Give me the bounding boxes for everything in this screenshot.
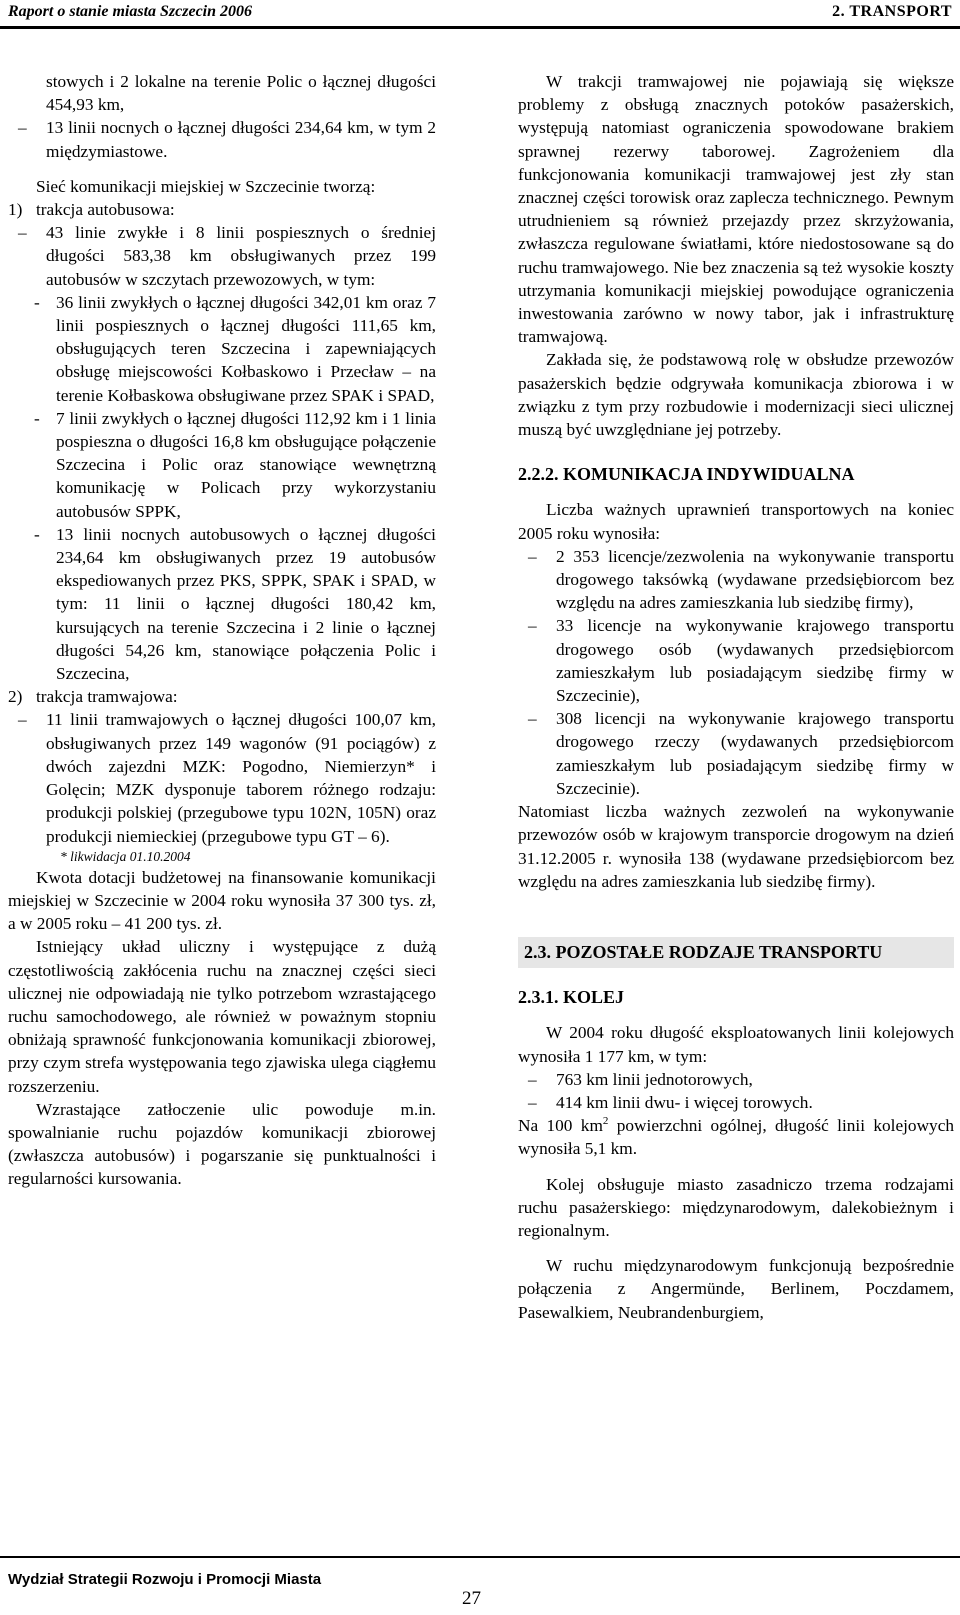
header-title: Raport o stanie miasta Szczecin 2006: [8, 3, 253, 20]
paragraph: W 2004 roku długość eksploatowanych linii kolejowych wynosiła 1 177 km, w tym:: [518, 1023, 954, 1066]
chapter-heading: 2.3. POZOSTAŁE RODZAJE TRANSPORTU: [518, 937, 954, 968]
list-item: - 36 linii zwykłych o łącznej długości 342,01 km oraz 7 linii pospiesznych o łącznej długości 111,65 km, obsługujących teren Szczecina i zapewniających obsługę miejscowości Kołbaskowo i Przecław – na terenie Kołbaskowa obsługiwane przez SPAK i SPAD,: [8, 291, 436, 407]
superscript: 2: [602, 1115, 609, 1128]
paragraph: Natomiast liczba ważnych zezwoleń na wykonywanie przewozów osób w krajowym transporcie drogowym na dzień 31.12.2005 r. wynosiła 138 (wydawane przedsiębiorcom bez względu na adres zamieszkania lub siedzibę firmy).: [518, 802, 954, 891]
paragraph: Kwota dotacji budżetowej na finansowanie komunikacji miejskiej w Szczecinie w 2004 roku wynosiła 37 300 tys. zł, a w 2005 roku – 41 200 tys. zł.: [8, 867, 436, 934]
list-item: - 13 linii nocnych autobusowych o łącznej długości 234,64 km obsługiwanych przez 19 autobusów ekspediowanych przez PKS, SPPK, SPAK i SPAD, w tym: 11 linii o łącznej długości 180,42 km, kursujących na terenie Szczecina i 2 linie o łącznej długości 54,26 km, stanowiące połączenia Polic i Szczecina,: [8, 523, 436, 685]
paragraph: W ruchu międzynarodowym funkcjonują bezpośrednie połączenia z Angermünde, Berlinem, Poczdamem, Pasewalkiem, Neubrandenburgiem,: [518, 1256, 954, 1322]
footnote: * likwidacja 01.10.2004: [60, 848, 191, 864]
list-label: trakcja autobusowa:: [36, 200, 175, 220]
paragraph: Sieć komunikacji miejskiej w Szczecinie tworzą:: [36, 176, 376, 196]
text-run: Na 100 km: [518, 1116, 603, 1136]
list-item: – 414 km linii dwu- i więcej torowych.: [518, 1091, 954, 1114]
page-number: 27: [462, 1588, 481, 1609]
list-number: 1): [8, 200, 23, 220]
footer-text: Wydział Strategii Rozwoju i Promocji Miasta: [8, 1571, 322, 1588]
list-item: – 11 linii tramwajowych o łącznej długości 100,07 km, obsługiwanych przez 149 wagonów (91 pociągów) z dwóch zajezdni MZK: Pogodno, Niemierzyn* i Golęcin; MZK dysponuje taborem różnego rodzaju: produkcji polskiej (przegubowe typu 102N, 105N) oraz produkcji niemieckiej (przegubowe typu GT – 6).: [8, 708, 436, 847]
text-run: powierzchni ogólnej, długość linii kolejowych wynosiła 5,1 km.: [518, 1116, 955, 1159]
left-column: [8, 70, 436, 1191]
section-heading: 2.2.2. KOMUNIKACJA INDYWIDUALNA: [518, 464, 855, 485]
header-section: 2. TRANSPORT: [832, 3, 952, 20]
list-item: [8, 198, 436, 221]
paragraph: stowych i 2 lokalne na terenie Polic o łącznej długości 454,93 km,: [46, 72, 436, 115]
paragraph: Wzrastające zatłoczenie ulic powoduje m.in. spowalnianie ruchu pojazdów komunikacji zbiorowej (zwłaszcza autobusów) i pogarszanie się punktualności i regularności kursowania.: [8, 1099, 436, 1189]
list-item: – 308 licencji na wykonywanie krajowego transportu drogowego rzeczy (wydawanych przedsiębiorcom zamieszkałym lub posiadającym siedzibę firmy w Szczecinie).: [518, 707, 954, 800]
list-item: – 763 km linii jednotorowych,: [518, 1068, 954, 1091]
list-item: – 33 licencje na wykonywanie krajowego transportu drogowego osób (wydawanych przedsiębiorcom zamieszkałym lub posiadającym siedzibę firmy w Szczecinie),: [518, 614, 954, 707]
paragraph: W trakcji tramwajowej nie pojawiają się większe problemy z obsługą znacznych potoków pasażerskich, występują natomiast ograniczenia spowodowane brakiem sprawnej rezerwy taborowej. Zagrożeniem dla funkcjonowania komunikacji tramwajowej jest zły stan znacznej części torowisk oraz zaplecza technicznego. Pewnym utrudnieniem są również przejazdy przez skrzyżowania, zwłaszcza regulowane światłami, które niedostosowane są do ruchu tramwajowego. Nie bez znaczenia są też wysokie koszty utrzymania komunikacji miejskiej powodujące ograniczenia inwestowania zarówno w nowy tabor, jak i infrastrukturę tramwajową.: [518, 72, 954, 347]
list-number: 2): [8, 687, 23, 707]
section-heading: 2.3.1. KOLEJ: [518, 987, 625, 1008]
list-item: – 13 linii nocnych o łącznej długości 234,64 km, w tym 2 międzymiastowe.: [8, 116, 436, 162]
list-item: – 2 353 licencje/zezwolenia na wykonywanie transportu drogowego taksówką (wydawane przedsiębiorcom bez względu na adres zamieszkania lub siedzibę firmy),: [518, 545, 954, 615]
right-column: [518, 70, 954, 1324]
page-header: [0, 0, 960, 29]
paragraph: [518, 1114, 954, 1160]
paragraph: Liczba ważnych uprawnień transportowych na koniec 2005 roku wynosiła:: [518, 500, 954, 543]
paragraph: Istniejący układ uliczny i występujące z dużą częstotliwością zakłócenia ruchu na znacznej części sieci ulicznej nie odpowiadają nie tylko potrzebom wzrastającego ruchu samochodowego, ale również w poważnym stopniu obniżają sprawność funkcjonowania komunikacji zbiorowej, przy czym strefa występowania tego zjawiska ulega ciągłemu rozszerzeniu.: [8, 937, 436, 1096]
paragraph: Kolej obsługuje miasto zasadniczo trzema rodzajami ruchu pasażerskiego: międzynarodowym, dalekobieżnym i regionalnym.: [518, 1174, 954, 1240]
list-item: - 7 linii zwykłych o łącznej długości 112,92 km i 1 linia pospieszna o długości 16,8 km obsługujące połączenie Szczecina i Polic oraz stanowiące wewnętrzną komunikację w Policach przy wykorzystaniu autobusów SPPK,: [8, 407, 436, 523]
list-item: – 43 linie zwykłe i 8 linii pospiesznych o średniej długości 583,38 km obsługiwanych przez 199 autobusów w szczytach przewozowych, w tym:: [8, 221, 436, 291]
footer-divider: [0, 1556, 960, 1558]
paragraph: Zakłada się, że podstawową rolę w obsłudze przewozów pasażerskich będzie odgrywała komunikacja zbiorowa i w związku z tym przy rozbudowie i modernizacji sieci ulicznej muszą być uwzględniane jej potrzeby.: [518, 350, 954, 440]
list-label: trakcja tramwajowa:: [36, 687, 178, 707]
list-item: [8, 685, 436, 708]
